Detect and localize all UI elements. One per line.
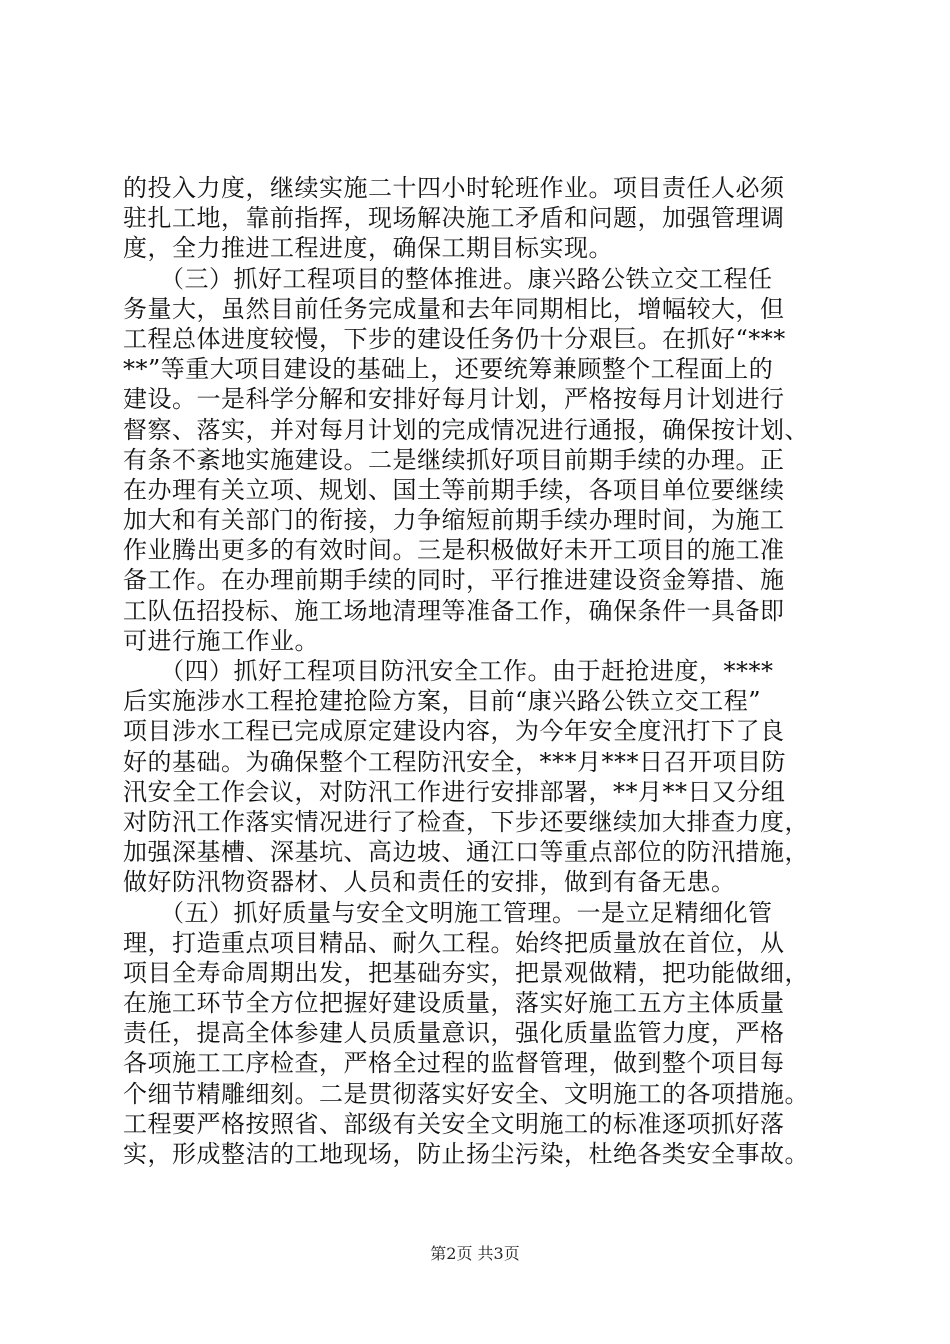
body-line: 度，全力推进工程进度，确保工期目标实现。	[123, 234, 613, 263]
body-line: 各项施工工序检查，严格全过程的监督管理，做到整个项目每	[123, 1049, 785, 1078]
body-line: 项目涉水工程已完成原定建设内容，为今年安全度汛打下了良	[123, 717, 785, 746]
body-line: **”等重大项目建设的基础上，还要统筹兼顾整个工程面上的	[123, 355, 774, 384]
body-line: 在施工环节全方位把握好建设质量，落实好施工五方主体质量	[123, 989, 785, 1018]
body-line: 务量大，虽然目前任务完成量和去年同期相比，增幅较大，但	[123, 294, 785, 323]
body-line: 驻扎工地，靠前指挥，现场解决施工矛盾和问题，加强管理调	[123, 204, 785, 233]
body-line: 加强深基槽、深基坑、高边坡、通江口等重点部位的防汛措施，	[123, 838, 809, 867]
body-line: （四）抓好工程项目防汛安全工作。由于赶抢进度，****	[123, 657, 774, 685]
body-line: 理，打造重点项目精品、耐久工程。始终把质量放在首位，从	[123, 928, 785, 957]
body-line: 建设。一是科学分解和安排好每月计划，严格按每月计划进行	[123, 385, 785, 414]
body-line: 对防汛工作落实情况进行了检查，下步还要继续加大排查力度，	[123, 807, 809, 836]
body-line: 项目全寿命周期出发，把基础夯实，把景观做精，把功能做细，	[123, 958, 809, 987]
body-line: 后实施涉水工程抢建抢险方案，目前“康兴路公铁立交工程”	[123, 687, 762, 716]
body-line: 汛安全工作会议，对防汛工作进行安排部署，**月**日又分组	[123, 777, 786, 806]
document-body	[123, 173, 863, 1169]
body-line: 工程要严格按照省、部级有关安全文明施工的标准逐项抓好落	[123, 1109, 785, 1138]
body-line: 有条不紊地实施建设。二是继续抓好项目前期手续的办理。正	[123, 445, 785, 474]
body-line: 工队伍招投标、施工场地清理等准备工作，确保条件一具备即	[123, 596, 785, 625]
body-line: （五）抓好质量与安全文明施工管理。一是立足精细化管	[123, 898, 773, 927]
body-line: 作业腾出更多的有效时间。三是积极做好未开工项目的施工准	[123, 536, 785, 565]
body-line: 好的基础。为确保整个工程防汛安全，***月***日召开项目防	[123, 747, 786, 776]
body-line: 实，形成整洁的工地现场，防止扬尘污染，杜绝各类安全事故。	[123, 1140, 809, 1168]
body-line: 做好防汛物资器材、人员和责任的安排，做到有备无患。	[123, 868, 736, 897]
body-line: 责任，提高全体参建人员质量意识，强化质量监管力度，严格	[123, 1019, 785, 1048]
body-line: 可进行施工作业。	[123, 626, 319, 655]
body-line: 的投入力度，继续实施二十四小时轮班作业。项目责任人必须	[123, 174, 785, 202]
body-line: 加大和有关部门的衔接，力争缩短前期手续办理时间，为施工	[123, 506, 785, 535]
body-line: （三）抓好工程项目的整体推进。康兴路公铁立交工程任	[123, 264, 773, 293]
page-footer: 第2页 共3页	[430, 1244, 520, 1263]
body-line: 备工作。在办理前期手续的同时，平行推进建设资金筹措、施	[123, 566, 785, 595]
body-line: 个细节精雕细刻。二是贯彻落实好安全、文明施工的各项措施。	[123, 1079, 809, 1108]
body-line: 督察、落实，并对每月计划的完成情况进行通报，确保按计划、	[123, 415, 809, 444]
body-line: 在办理有关立项、规划、国土等前期手续，各项目单位要继续	[123, 475, 785, 504]
body-line: 工程总体进度较慢，下步的建设任务仍十分艰巨。在抓好“***	[123, 324, 786, 353]
